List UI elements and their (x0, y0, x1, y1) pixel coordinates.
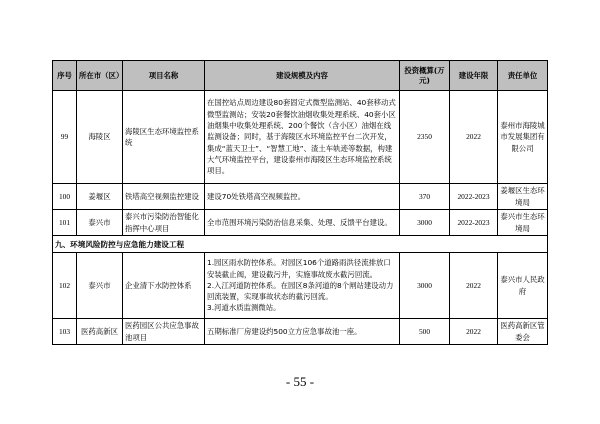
header-years: 建设年限 (450, 61, 498, 91)
content-line: 3.河道水质监测微站。 (207, 303, 281, 313)
row-investment: 3000 (400, 253, 450, 319)
row-no: 99 (53, 91, 77, 184)
row-content (205, 253, 400, 319)
row-no: 101 (53, 210, 77, 236)
row-years: 2022-2023 (450, 210, 498, 236)
page-number: - 55 - (285, 374, 315, 389)
header-investment: 投资概算(万元) (400, 61, 450, 91)
content-line: 2.入江河道防控体系。在园区8条河道的8个闸站建设动力回流装置，实现事故状态的截污回流。 (207, 280, 394, 302)
row-city: 泰兴市 (77, 210, 123, 236)
row-project-name: 海陵区生态环境监控系统 (123, 91, 205, 184)
project-table-page (52, 60, 547, 345)
row-no: 100 (53, 184, 77, 210)
table-row (53, 210, 548, 236)
row-investment: 2350 (400, 91, 450, 184)
row-project-name: 泰兴市污染防治智能化指挥中心项目 (123, 210, 205, 236)
table-row (53, 253, 548, 319)
row-years: 2022 (450, 253, 498, 319)
row-years: 2022-2023 (450, 184, 498, 210)
row-city: 海陵区 (77, 91, 123, 184)
table-row (53, 319, 548, 345)
header-no: 序号 (53, 61, 77, 91)
content-line: 1.园区雨水防控体系。对园区106个道路雨洪径流排放口安装截止阀，建设截污井，实施事故废水截污回流。 (207, 258, 391, 279)
row-unit: 泰兴市生态环境局 (498, 210, 548, 236)
header-project-name: 项目名称 (123, 61, 205, 91)
row-city: 姜堰区 (77, 184, 123, 210)
table-header-row (53, 61, 548, 91)
row-project-name: 医药园区公共应急事故池项目 (123, 319, 205, 345)
row-content: 在国控站点周边建设80套固定式微型监测站、40套移动式微型监测站；安装20套餐饮油烟收集处理系统、40套小区油烟集中收集处理系统、200个餐饮（含小区）油烟在线监测设备；同时，基于海陵区水环境监控平台二次开发，集成“蓝天卫士”、“智慧工地”、渣土车轨迹等数据，构建大气环境监控平台，建设泰州市海陵区生态环境监控系统项目。 (205, 91, 400, 184)
header-unit: 责任单位 (498, 61, 548, 91)
table-row (53, 184, 548, 210)
section-title: 九、环境风险防控与应急能力建设工程 (53, 236, 548, 253)
project-table (52, 60, 548, 345)
row-no: 103 (53, 319, 77, 345)
row-project-name: 铁塔高空视频监控建设 (123, 184, 205, 210)
header-city: 所在市（区） (77, 61, 123, 91)
row-unit: 姜堰区生态环境局 (498, 184, 548, 210)
row-content: 建设70处铁塔高空视频监控。 (205, 184, 400, 210)
row-investment: 370 (400, 184, 450, 210)
row-unit: 泰兴市人民政府 (498, 253, 548, 319)
header-content: 建设规模及内容 (205, 61, 400, 91)
row-years: 2022 (450, 91, 498, 184)
row-content: 五期标准厂房建设约500立方应急事故池一座。 (205, 319, 400, 345)
row-investment: 3000 (400, 210, 450, 236)
row-project-name: 企业清下水防控体系 (123, 253, 205, 319)
row-unit: 泰州市海陵城市发展集团有限公司 (498, 91, 548, 184)
row-no: 102 (53, 253, 77, 319)
row-investment: 500 (400, 319, 450, 345)
row-years: 2022 (450, 319, 498, 345)
row-content: 全市范围环境污染防治信息采集、处理、反馈平台建设。 (205, 210, 400, 236)
row-unit: 医药高新区管委会 (498, 319, 548, 345)
section-row (53, 236, 548, 253)
table-row (53, 91, 548, 184)
row-city: 泰兴市 (77, 253, 123, 319)
row-city: 医药高新区 (77, 319, 123, 345)
